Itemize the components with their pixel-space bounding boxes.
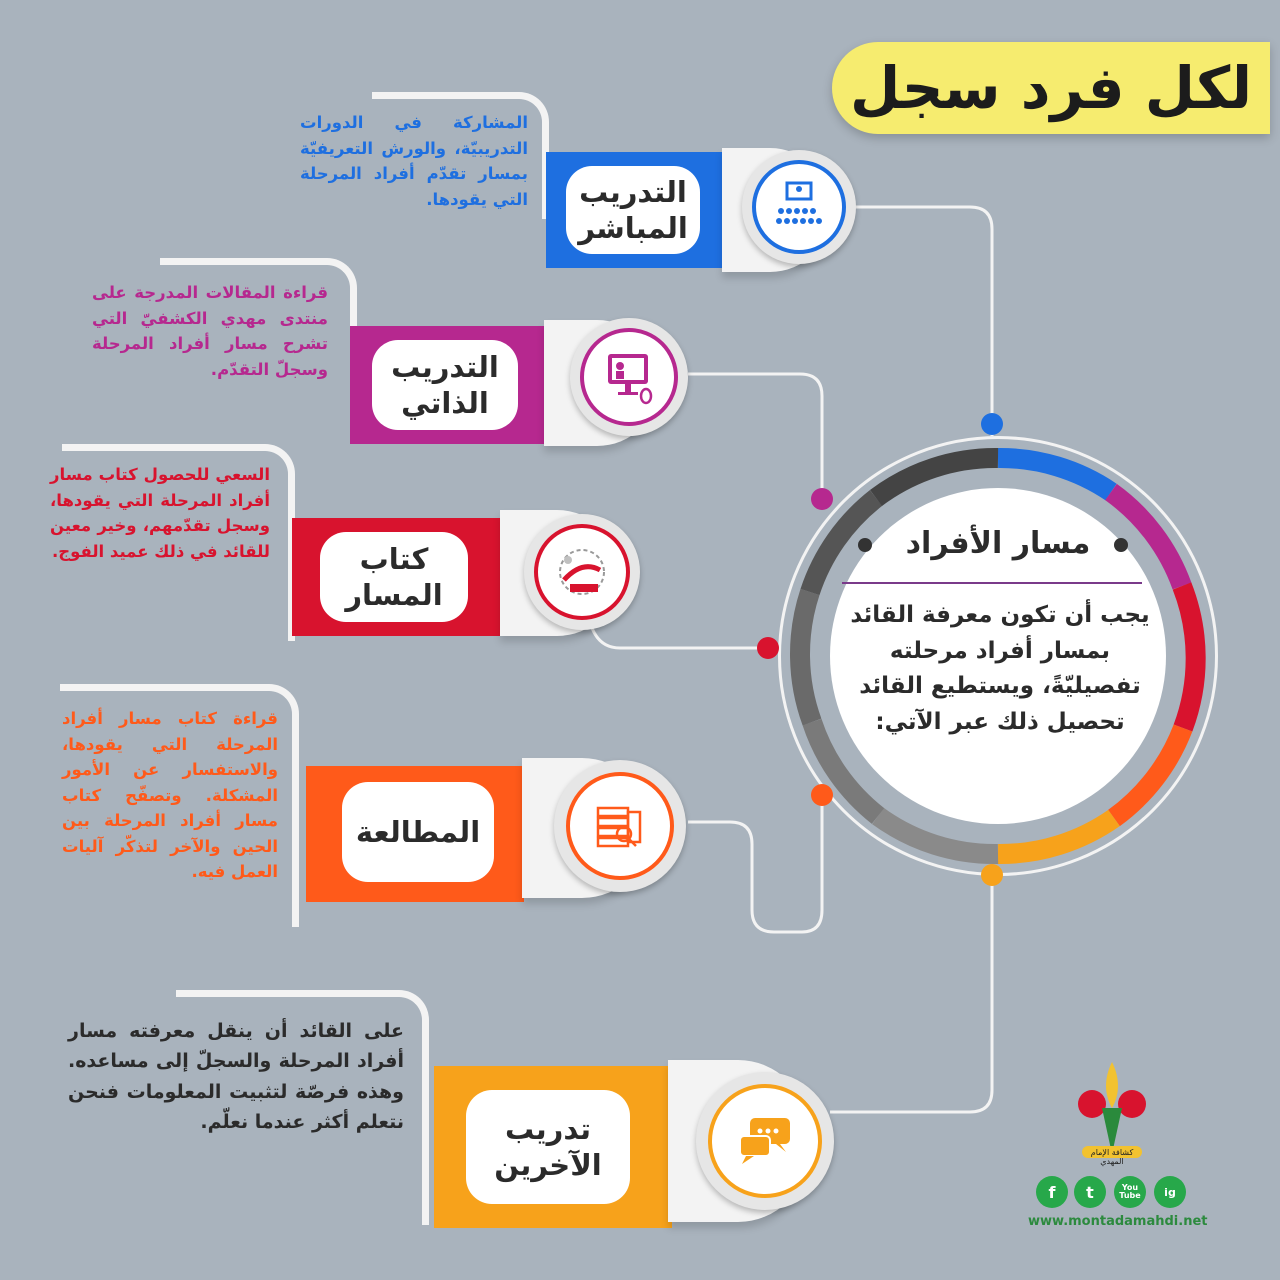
item-label-direct-training: التدريب المباشر: [566, 166, 700, 254]
center-title: مسار الأفراد: [905, 526, 1091, 561]
computer-self-study-icon: [580, 328, 678, 426]
description-training-others: على القائد أن ينقل معرفته مسار أفراد المرحلة والسجلّ إلى مساعده. وهذه فرصّة لتثبيت المعلومات فنحن نتعلم أكثر عندما نعلّم.: [68, 1020, 404, 1134]
title-banner: [832, 42, 1270, 134]
description-path-book: السعي للحصول كتاب مسار أفراد المرحلة التي يقودها، وسجل تقدّمهم، وخير معين للقائد في ذلك عميد الفوج.: [50, 465, 270, 561]
connector-dot-yellow: [981, 864, 1003, 886]
item-label-self-training: التدريب الذاتي: [372, 340, 518, 430]
logo-caption: كشافة الإمام المهدي: [1090, 1148, 1134, 1166]
item-label-path-book: كتاب المسار: [320, 532, 468, 622]
center-text: يجب أن تكون معرفة القائد بمسار أفراد مرحلته تفصيليّةً، ويستطيع القائد تحصيل ذلك عبر الآتي:: [850, 602, 1150, 735]
connector-dot-blue: [981, 413, 1003, 435]
chat-bubbles-icon: [708, 1084, 822, 1198]
page-title: لكل فرد سجل: [849, 54, 1253, 122]
instagram-icon[interactable]: ig: [1154, 1176, 1186, 1208]
item-label-reading: المطالعة: [342, 782, 494, 882]
connector-dot-orange: [811, 784, 833, 806]
facebook-icon[interactable]: f: [1036, 1176, 1068, 1208]
description-reading: قراءة كتاب مسار أفراد المرحلة التي يقودها، والاستفسار عن الأمور المشكلة. وتصفّح كتاب مسار أفراد المرحلة بين الحين والآخر لتذكّر آليات العمل فيه.: [62, 709, 278, 882]
book-logo-icon: [534, 524, 630, 620]
twitter-icon[interactable]: t: [1074, 1176, 1106, 1208]
item-label-training-others: تدريب الآخرين: [466, 1090, 630, 1204]
website-link[interactable]: www.montadamahdi.net: [1028, 1214, 1208, 1229]
youtube-icon[interactable]: You Tube: [1114, 1176, 1146, 1208]
connector-dot-purple: [811, 488, 833, 510]
description-self-training: قراءة المقالات المدرجة على منتدى مهدي الكشفيّ التي تشرح مسار أفراد المرحلة وسجلّ التقدّم.: [92, 283, 328, 379]
reading-documents-icon: [566, 772, 674, 880]
connector-dot-red: [757, 637, 779, 659]
classroom-training-icon: [752, 160, 846, 254]
description-direct-training: المشاركة في الدورات التدريبيّة، والورش التعريفيّة بمسار تقدّم أفراد المرحلة التي يقودها.: [300, 113, 528, 209]
center-divider: [842, 582, 1142, 584]
